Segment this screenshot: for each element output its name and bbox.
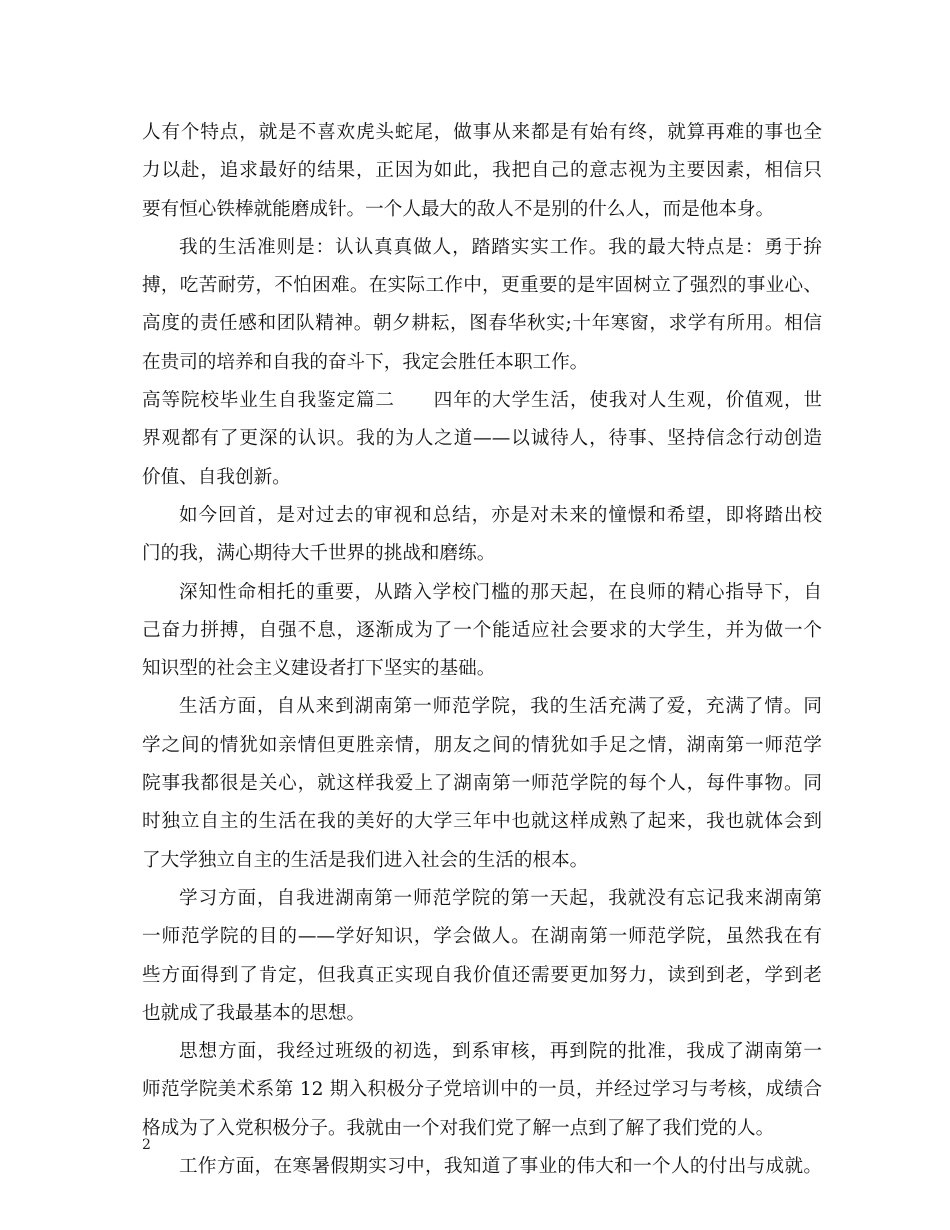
text-line: 在贵司的培养和自我的奋斗下，我定会胜任本职工作。	[142, 351, 589, 373]
page-number: 2	[142, 1137, 151, 1153]
text-line: 高等院校毕业生自我鉴定篇二 四年的大学生活，使我对人生观，价值观，世	[142, 390, 822, 412]
text-line: 时独立自主的生活在我的美好的大学三年中也就这样成熟了起来，我也就体会到	[142, 811, 822, 833]
text-line: 也就成了我最基本的思想。	[142, 1002, 366, 1024]
text-line: 学之间的情犹如亲情但更胜亲情，朋友之间的情犹如手足之情，湖南第一师范学	[142, 734, 822, 756]
text-line: 界观都有了更深的认识。我的为人之道——以诚待人，待事、坚持信念行动创造	[142, 428, 822, 450]
text-line: 一师范学院的目的——学好知识，学会做人。在湖南第一师范学院，虽然我在有	[142, 926, 822, 948]
text-line: 如今回首，是对过去的审视和总结，亦是对未来的憧憬和希望，即将踏出校	[179, 504, 822, 526]
text-line: 深知性命相托的重要，从踏入学校门槛的那天起，在良师的精心指导下，自	[179, 581, 822, 603]
document-body	[142, 114, 822, 1186]
text-line: 学习方面，自我进湖南第一师范学院的第一天起，我就没有忘记我来湖南第	[179, 887, 822, 909]
text-line: 知识型的社会主义建设者打下坚实的基础。	[142, 658, 496, 680]
text-line: 院事我都很是关心，就这样我爱上了湖南第一师范学院的每个人，每件事物。同	[142, 773, 822, 795]
text-line: 人有个特点，就是不喜欢虎头蛇尾，做事从来都是有始有终，就算再难的事也全	[142, 122, 822, 143]
text-line: 力以赴，追求最好的结果，正因为如此，我把自己的意志视为主要因素，相信只	[142, 160, 822, 182]
text-line: 师范学院美术系第 12 期入积极分子党培训中的一员，并经过学习与考核，成绩合	[142, 1079, 822, 1101]
text-line: 些方面得到了肯定，但我真正实现自我价值还需要更加努力，读到到老，学到老	[142, 964, 822, 986]
text-line: 己奋力拼搏，自强不息，逐渐成为了一个能适应社会要求的大学生，并为做一个	[142, 619, 822, 641]
text-line: 思想方面，我经过班级的初选，到系审核，再到院的批准，我成了湖南第一	[179, 1041, 822, 1063]
text-line: 生活方面，自从来到湖南第一师范学院，我的生活充满了爱，充满了情。同	[179, 696, 822, 718]
text-line: 工作方面，在寒暑假期实习中，我知道了事业的伟大和一个人的付出与成就。	[179, 1156, 822, 1178]
text-line: 价值、自我创新。	[142, 466, 291, 488]
text-line: 格成为了入党积极分子。我就由一个对我们党了解一点到了解了我们党的人。	[142, 1117, 775, 1139]
text-line: 我的生活准则是：认认真真做人，踏踏实实工作。我的最大特点是：勇于拚	[179, 236, 822, 258]
text-line: 门的我，满心期待大千世界的挑战和磨练。	[142, 543, 496, 565]
text-line: 高度的责任感和团队精神。朝夕耕耘，图春华秋实;十年寒窗，求学有所用。相信	[142, 313, 822, 335]
text-line: 了大学独立自主的生活是我们进入社会的生活的根本。	[142, 849, 589, 871]
text-line: 搏，吃苦耐劳，不怕困难。在实际工作中，更重要的是牢固树立了强烈的事业心、	[142, 275, 822, 297]
text-line: 要有恒心铁棒就能磨成针。一个人最大的敌人不是别的什么人，而是他本身。	[142, 198, 775, 220]
